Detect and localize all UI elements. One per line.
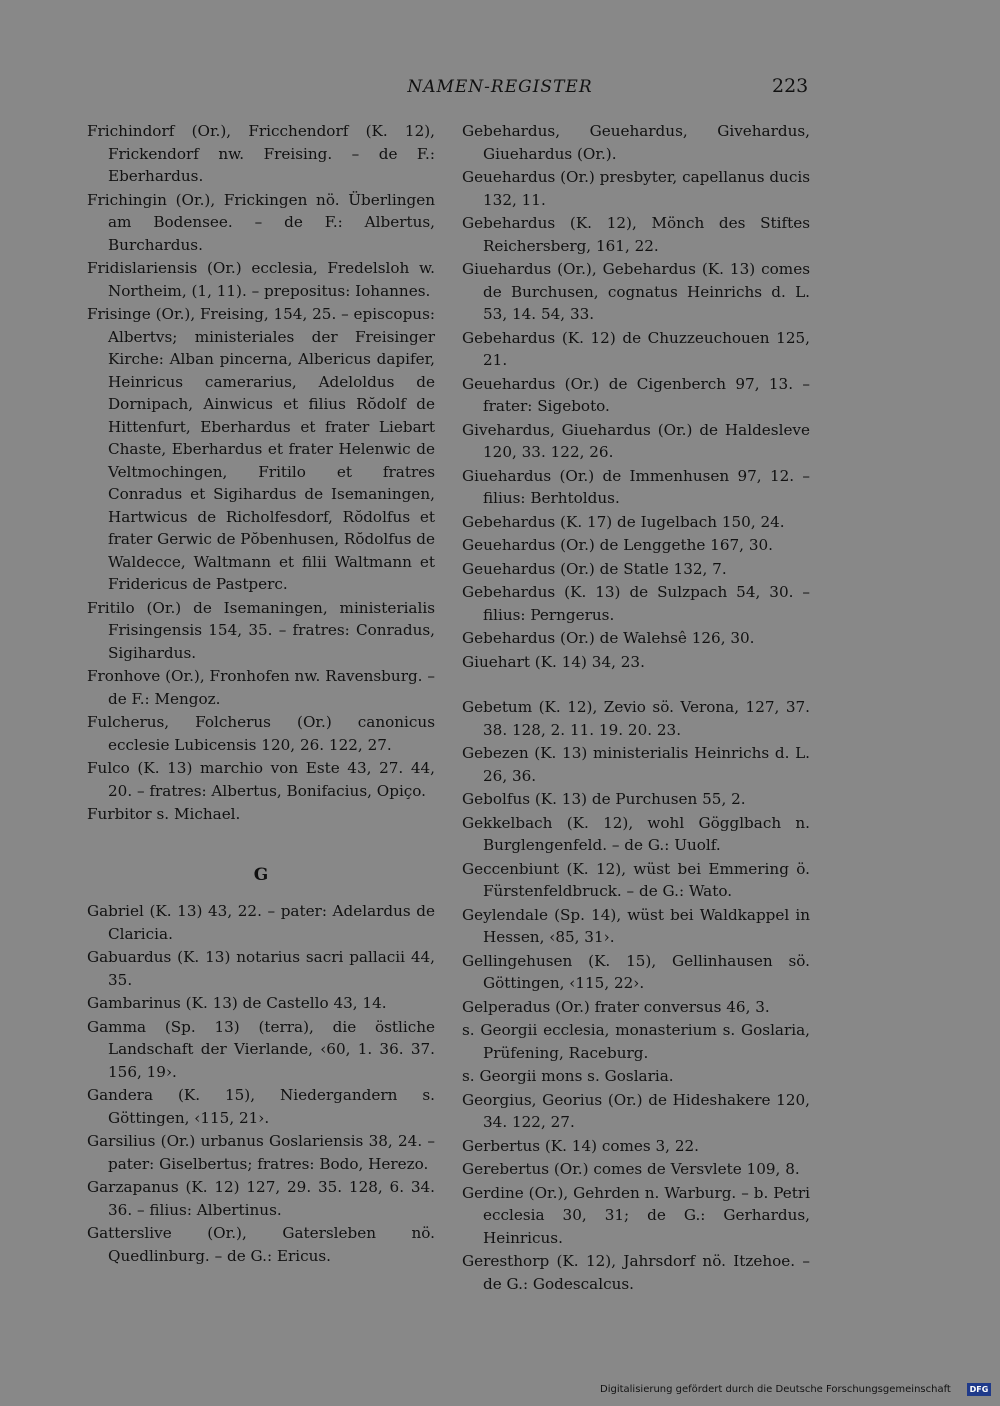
index-entry: Gebehardus (Or.) de Walehsê 126, 30.: [462, 629, 755, 647]
index-entry: Gatterslive (Or.), Gatersleben nö. Quedlinburg. – de G.: Ericus.: [87, 1224, 435, 1265]
index-entry: Gebehardus (K. 13) de Sulzpach 54, 30. – filius: Perngerus.: [462, 583, 810, 624]
index-entry: s. Georgii ecclesia, monasterium s. Goslaria, Prüfening, Raceburg.: [462, 1021, 810, 1062]
index-entry: Garsilius (Or.) urbanus Goslariensis 38, 24. – pater: Giselbertus; fratres: Bodo, Herezo.: [87, 1132, 435, 1173]
index-entry: Gerbertus (K. 14) comes 3, 22.: [462, 1136, 699, 1155]
running-title: NAMEN-REGISTER: [407, 77, 593, 97]
index-entry: Geuehardus (Or.) de Cigenberch 97, 13. – frater: Sigeboto.: [462, 374, 810, 415]
index-entry: Geuehardus (Or.) de Statle 132, 7.: [462, 559, 727, 578]
index-entry: Gekkelbach (K. 12), wohl Gögglbach n. Burglengenfeld. – de G.: Uuolf.: [462, 813, 810, 854]
index-entry: Gebehardus, Geuehardus, Givehardus, Giuehardus (Or.).: [462, 122, 810, 163]
index-entry: s. Georgii mons s. Goslaria.: [462, 1067, 674, 1085]
index-entry: Gebehardus (K. 17) de Iugelbach 150, 24.: [462, 512, 785, 531]
right-entries-b: [462, 696, 810, 1295]
left-entries-b: [87, 900, 435, 1267]
index-entry: Frichindorf (Or.), Fricchendorf (K. 12), Frickendorf nw. Freising. – de F.: Eberhardus.: [87, 122, 435, 185]
page-number: 223: [772, 75, 809, 97]
index-entry: Gebetum (K. 12), Zevio sö. Verona, 127, 37. 38. 128, 2. 11. 19. 20. 23.: [462, 698, 810, 739]
index-entry: Geuehardus (Or.) de Lenggethe 167, 30.: [462, 536, 773, 554]
index-entry: Gebolfus (K. 13) de Purchusen 55, 2.: [462, 790, 746, 808]
index-entry: Gamma (Sp. 13) (terra), die östliche Landschaft der Vierlande, ‹60, 1. 36. 37. 156, 19›.: [87, 1017, 435, 1081]
index-entry: Geylendale (Sp. 14), wüst bei Waldkappel in Hessen, ‹85, 31›.: [462, 905, 810, 946]
index-entry: Gerdine (Or.), Gehrden n. Warburg. – b. Petri ecclesia 30, 31; de G.: Gerhardus, Heinricus.: [462, 1183, 810, 1247]
section-letter: G: [253, 864, 269, 885]
dfg-logo: DFG: [967, 1383, 991, 1396]
index-entry: Gellingehusen (K. 15), Gellinhausen sö. Göttingen, ‹115, 22›.: [462, 951, 810, 992]
right-column: [462, 120, 810, 1296]
index-entry: Fridislariensis (Or.) ecclesia, Fredelsloh w. Northeim, (1, 11). – prepositus: Iohannes.: [87, 259, 435, 300]
index-entry: Gandera (K. 15), Niedergandern s. Göttingen, ‹115, 21›.: [87, 1086, 435, 1127]
index-entry: Fulcherus, Folcherus (Or.) canonicus ecclesie Lubicensis 120, 26. 122, 27.: [87, 713, 435, 754]
left-entries-a: [87, 120, 435, 826]
index-entry: Gebehardus (K. 12), Mönch des Stiftes Reichersberg, 161, 22.: [462, 214, 810, 255]
index-entry: Fulco (K. 13) marchio von Este 43, 27. 44, 20. – fratres: Albertus, Bonifacius, Opiço.: [87, 759, 435, 800]
index-entry: Gerebertus (Or.) comes de Versvlete 109, 8.: [462, 1160, 800, 1178]
index-entry: Gelperadus (Or.) frater conversus 46, 3.: [462, 997, 770, 1016]
right-entries-a: [462, 120, 810, 673]
index-entry: Geresthorp (K. 12), Jahrsdorf nö. Itzehoe. – de G.: Godescalcus.: [462, 1252, 810, 1293]
index-entry: Geccenbiunt (K. 12), wüst bei Emmering ö. Fürstenfeldbruck. – de G.: Wato.: [462, 859, 810, 900]
index-entry: Fritilo (Or.) de Isemaningen, ministerialis Frisingensis 154, 35. – fratres: Conradus, Sigihardus.: [87, 598, 435, 662]
left-column: [87, 120, 435, 1268]
index-entry: Frisinge (Or.), Freising, 154, 25. – episcopus: Albertvs; ministeriales der Freisinger Kirche: Alban pincerna, Albericus dapifer, Heinricus camerarius, Adeloldus de Dornipach, Ainwicus et filius Rŏdolf de Hittenfurt, Eberhardus et frater Liebart Chaste, Eberhardus et frater Helenwic de Veltmochingen, Fritilo et fratres Conradus et Sigihardus de Isemaningen, Hartwicus de Richolfesdorf, Rŏdolfus et frater Gerwic de Pŏbenhusen, Rŏdolfus de Waldecce, Waltmann et filii Waltmann et Fridericus de Pastperc.: [87, 305, 435, 593]
index-entry: Gebezen (K. 13) ministerialis Heinrichs d. L. 26, 36.: [462, 744, 810, 785]
index-entry: Garzapanus (K. 12) 127, 29. 35. 128, 6. 34. 36. – filius: Albertinus.: [87, 1178, 435, 1219]
index-entry: Giuehardus (Or.), Gebehardus (K. 13) comes de Burchusen, cognatus Heinrichs d. L. 53, 14. 54, 33.: [462, 260, 810, 323]
footer-credit: Digitalisierung gefördert durch die Deutsche Forschungsgemeinschaft: [600, 1384, 951, 1395]
index-entry: Givehardus, Giuehardus (Or.) de Haldesleve 120, 33. 122, 26.: [462, 420, 810, 461]
index-entry: Georgius, Georius (Or.) de Hideshakere 120, 34. 122, 27.: [462, 1090, 810, 1131]
index-entry: Frichingin (Or.), Frickingen nö. Überlingen am Bodensee. – de F.: Albertus, Burchardus.: [87, 190, 435, 254]
index-entry: Geuehardus (Or.) presbyter, capellanus ducis 132, 11.: [462, 168, 810, 209]
column-gap: [462, 674, 810, 696]
index-entry: Giuehart (K. 14) 34, 23.: [462, 652, 645, 671]
index-entry: Gabriel (K. 13) 43, 22. – pater: Adelardus de Claricia.: [87, 902, 435, 943]
index-entry: Gebehardus (K. 12) de Chuzzeuchouen 125, 21.: [462, 328, 810, 369]
index-entry: Giuehardus (Or.) de Immenhusen 97, 12. – filius: Berhtoldus.: [462, 466, 810, 507]
index-entry: Gabuardus (K. 13) notarius sacri pallacii 44, 35.: [87, 948, 435, 989]
index-entry: Fronhove (Or.), Fronhofen nw. Ravensburg. – de F.: Mengoz.: [87, 667, 435, 708]
index-entry: Furbitor s. Michael.: [87, 805, 241, 823]
index-entry: Gambarinus (K. 13) de Castello 43, 14.: [87, 994, 387, 1012]
